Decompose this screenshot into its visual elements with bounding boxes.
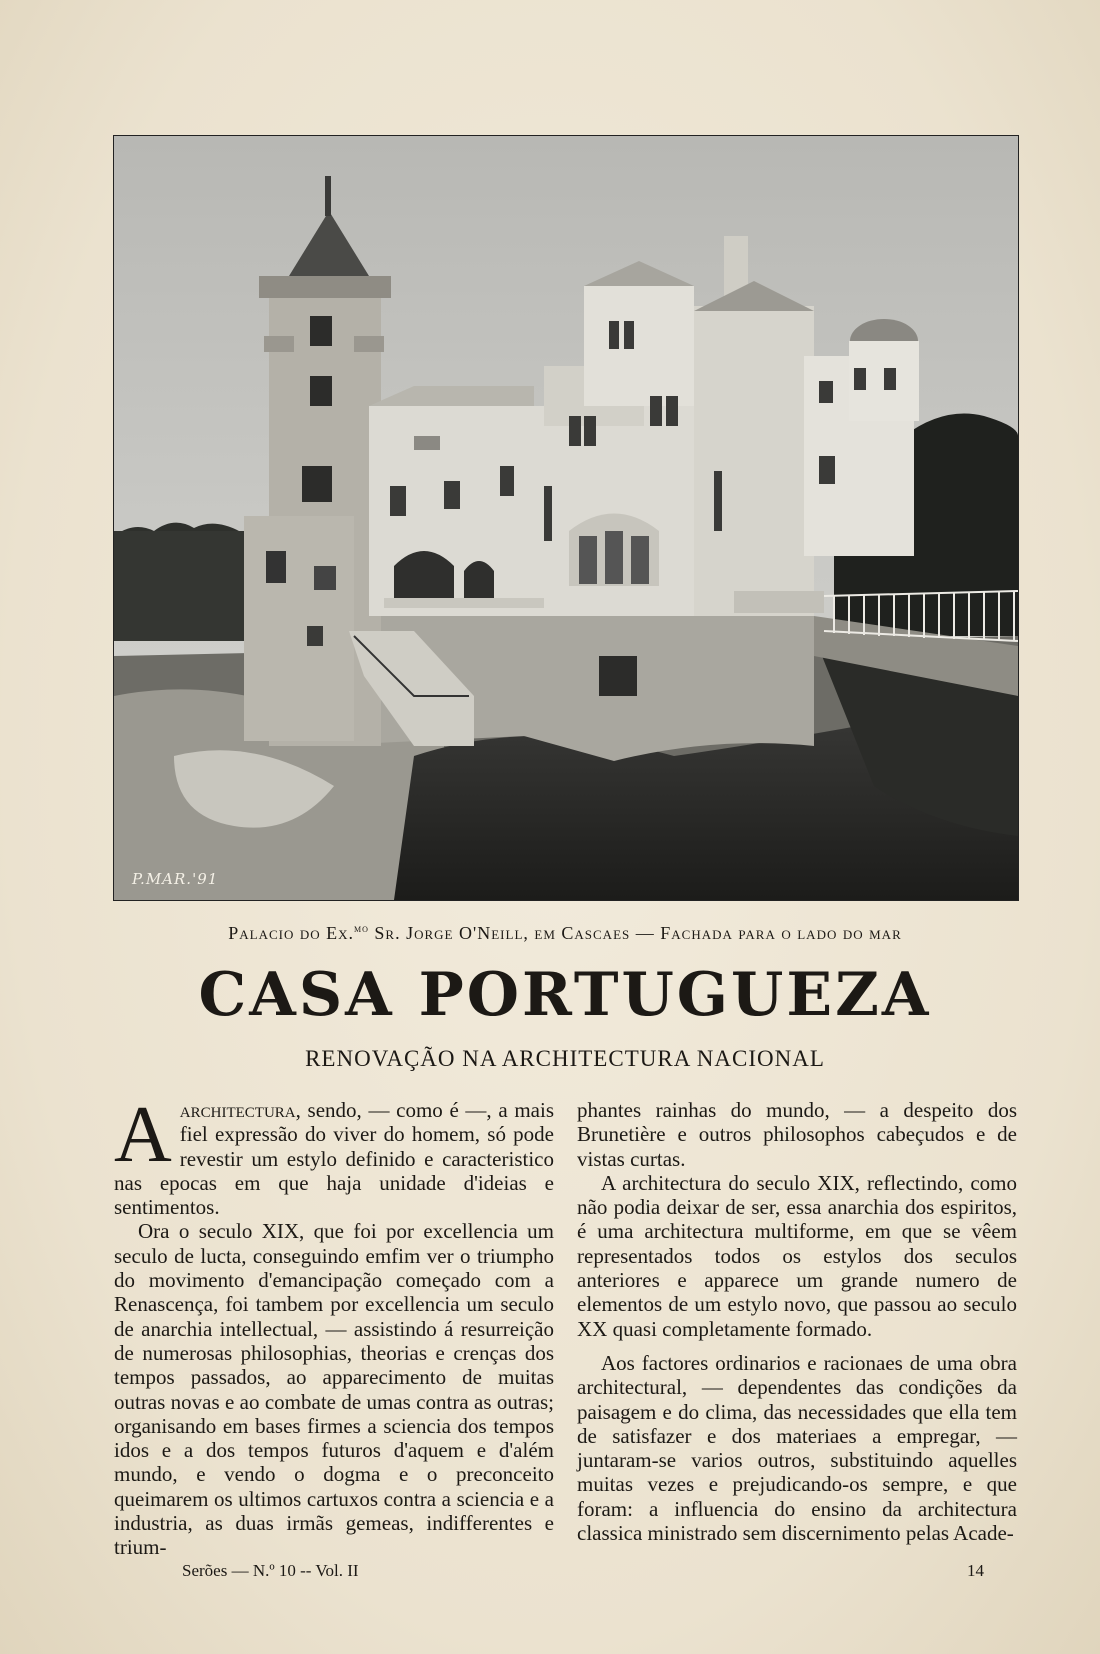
column-right bbox=[577, 1098, 1017, 1545]
caption-part-2: Sr. Jorge O'Neill, em Cascaes — Fachada para o lado do mar bbox=[368, 923, 902, 943]
palace-illustration bbox=[114, 136, 1018, 900]
paragraph: Ora o seculo XIX, que foi por excellencia um seculo de lucta, conseguindo emfim ver o triumpho do movimento d'emancipação começado com a Renascença, foi tambem por excellencia um seculo de anarchia intellectual, — assistindo á resurreição de numerosas philosophias, theorias e crenças dos tempos passados, ao apparecimento de muitas outras novas e ao combate de umas contra as outras; organisando em bases firmes a sciencia dos tempos idos e a dos tempos futuros d'aquem e d'além mundo, e vendo o dogma e o preconceito queimarem os ultimos cartuxos contra a sciencia e a industria, as duas irmãs gemeas, indifferentes e trium- bbox=[114, 1219, 554, 1560]
footer-issue: Serões — N.º 10 -- Vol. II bbox=[182, 1561, 359, 1580]
paragraph-text: sendo, — como é —, a mais fiel expressão do viver do homem, só pode revestir um estylo definido e caracteristico nas epocas em que haja unidade d'ideias e sentimentos. bbox=[114, 1098, 554, 1220]
column-left bbox=[114, 1091, 554, 1560]
photographer-signature: P.MAR.'91 bbox=[132, 870, 219, 888]
drop-cap: A bbox=[114, 1091, 172, 1179]
page-number: 14 bbox=[967, 1561, 984, 1580]
caption-part-1: Palacio do Ex. bbox=[228, 923, 355, 943]
article-subtitle: RENOVAÇÃO NA ARCHITECTURA NACIONAL bbox=[305, 1046, 825, 1071]
paragraph: phantes rainhas do mundo, — a despeito dos Brunetière e outros philosophos cabeçudos e de vistas curtas. bbox=[577, 1098, 1017, 1171]
caption-superscript: mo bbox=[354, 923, 369, 935]
paragraph: A architectura do seculo XIX, reflectindo, como não podia deixar de ser, essa anarchia dos espiritos, é uma architectura multiforme, em que se vêem representados todos os estylos dos seculos anteriores e apparece um grande numero de elementos de um estylo novo, que passou ao seculo XX quasi completamente formado. bbox=[577, 1170, 1017, 1341]
photo-caption bbox=[113, 923, 1017, 944]
paragraph: Aos factores ordinarios e racionaes de uma obra architectural, — dependentes das condições da paisagem e do clima, das necessidades que ella tem de satisfazer e dos materiaes a empregar, — juntaram-se varios outros, substituindo aquelles muitas vezes e prejudicando-os sempre, e que foram: a influencia do ensino da architectura classica ministrado sem discernimento pelas Acade- bbox=[577, 1350, 1017, 1546]
palace-photograph bbox=[113, 135, 1019, 901]
article-title: CASA PORTUGUEZA bbox=[198, 960, 932, 1030]
paragraph bbox=[114, 1091, 554, 1220]
first-word: architectura, bbox=[179, 1098, 301, 1122]
